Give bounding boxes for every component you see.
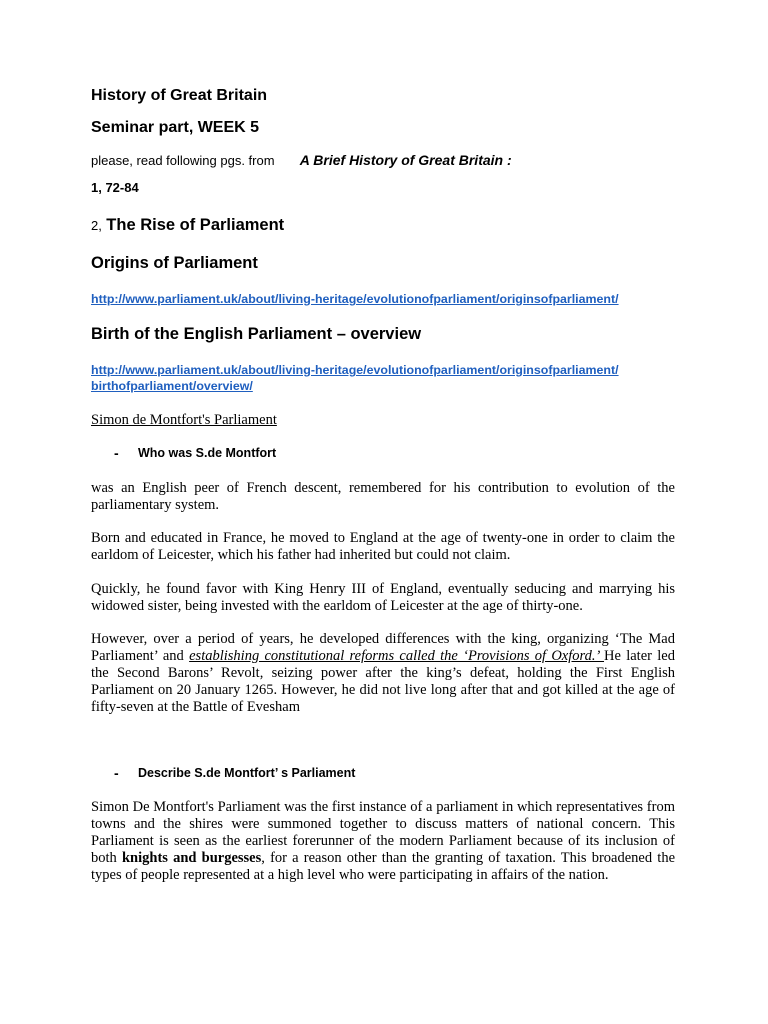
reading-instruction	[91, 152, 512, 168]
birth-link[interactable]	[91, 362, 619, 394]
bullet-dash-2: -	[114, 765, 119, 781]
birth-link-line1[interactable]: http://www.parliament.uk/about/living-heritage/evolutionofparliament/originsofparliament/	[91, 363, 619, 377]
provisions-of-oxford: establishing constitutional reforms called the ‘Provisions of Oxford.’	[189, 648, 605, 664]
paragraph-3: Quickly, he found favor with King Henry III of England, eventually seducing and marrying his widowed sister, being invested with the earldom of Leicester at the age of thirty-one.	[91, 581, 675, 614]
paragraph-4-text-b: He later led the Second Barons’ Revolt, seizing power after the king’s defeat, holding the First English Parliament on 20 January 1265. However, he did not live long after that and got killed at the age of fifty-seven at the Battle of Evesham	[91, 648, 675, 715]
birth-heading: Birth of the English Parliament – overview	[91, 325, 422, 343]
bullet-describe: Describe S.de Montfort’ s Parliament	[138, 766, 356, 780]
paragraph-5	[91, 799, 675, 884]
paragraph-5-text-b: , for a reason other than the granting of taxation. This broadened the types of people represented at a high level who were participating in affairs of the nation.	[91, 850, 676, 883]
page-numbers: 1, 72-84	[91, 180, 139, 195]
bullet-who-was: Who was S.de Montfort	[138, 446, 277, 460]
book-title: A Brief History of Great Britain :	[299, 152, 512, 168]
section-number: 2,	[91, 218, 102, 233]
document-title: History of Great Britain	[91, 87, 268, 104]
instruction-text: please, read following pgs. from	[91, 153, 275, 168]
paragraph-2: Born and educated in France, he moved to England at the age of twenty-one in order to claim the earldom of Leicester, which his father had inherited but could not claim.	[91, 530, 675, 563]
bullet-dash-1: -	[114, 445, 119, 461]
origins-link[interactable]: http://www.parliament.uk/about/living-heritage/evolutionofparliament/originsofparliament/	[91, 292, 619, 306]
paragraph-5-text-a: Simon De Montfort's Parliament was the first instance of a parliament in which representatives from towns and the shires were summoned together to discuss matters of national concern. This Parliament is seen as the earliest forerunner of the modern Parliament because of its inclusion of both	[91, 799, 675, 866]
montfort-heading: Simon de Montfort's Parliament	[91, 412, 277, 428]
paragraph-4-text-a: However, over a period of years, he developed differences with the king, organizing ‘The Mad Parliament’ and	[91, 631, 675, 664]
seminar-heading: Seminar part, WEEK 5	[91, 119, 260, 136]
origins-heading: Origins of Parliament	[91, 254, 258, 272]
paragraph-1: was an English peer of French descent, remembered for his contribution to evolution of the parliamentary system.	[91, 480, 675, 513]
birth-link-line2[interactable]: birthofparliament/overview/	[91, 379, 253, 393]
paragraph-4	[91, 631, 675, 716]
knights-and-burgesses: knights and burgesses	[121, 850, 262, 866]
section-title: The Rise of Parliament	[106, 216, 285, 234]
section-rise-heading	[91, 216, 284, 235]
